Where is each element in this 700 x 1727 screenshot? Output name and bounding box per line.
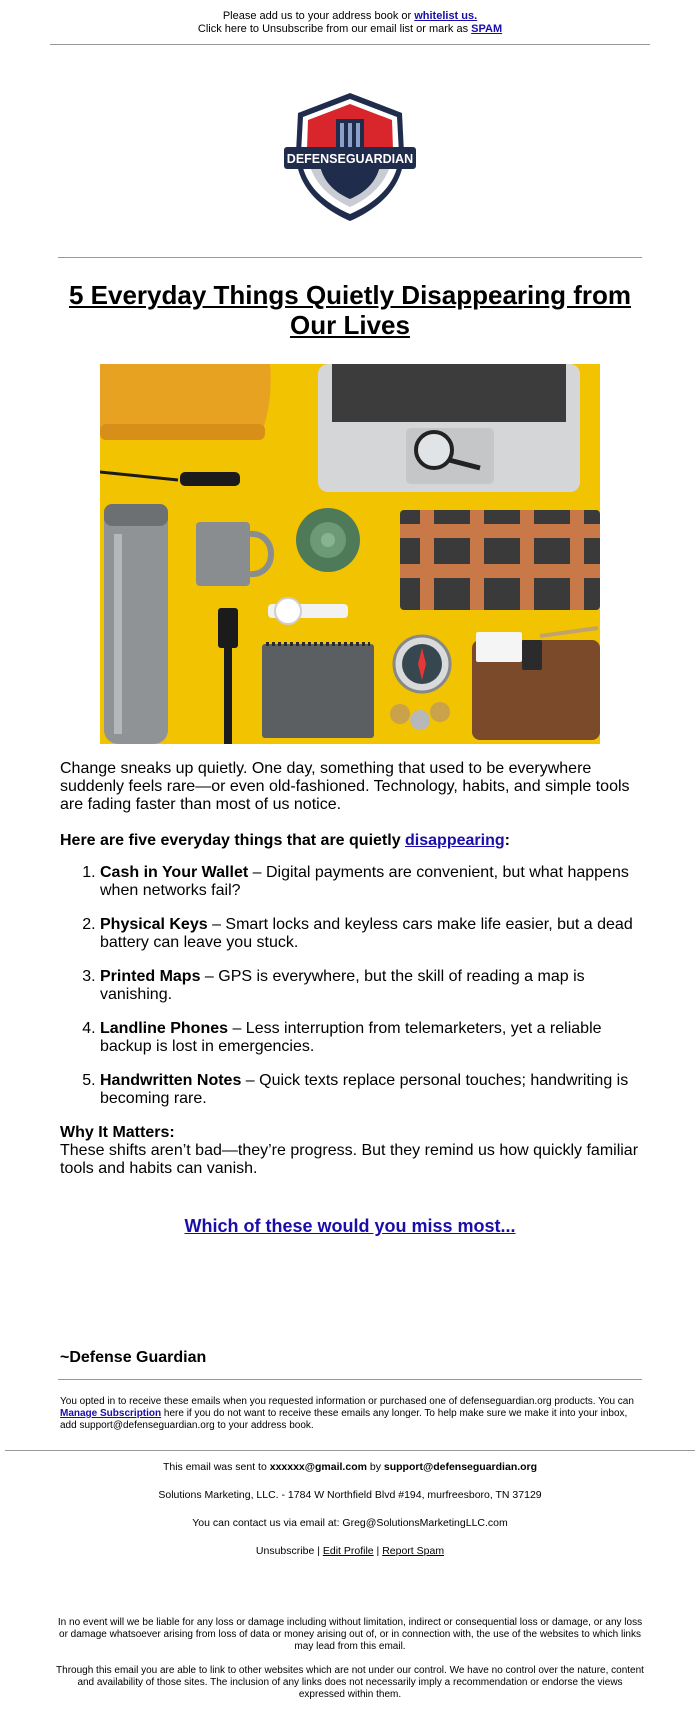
liability-paragraph: In no event will we be liable for any loss or damage including without limitation, indirect or consequential loss or damage, or any loss or damage whatsoever arising from loss of data or money arising out of, or in connection with, the use of the websites to which links may lead from this email. (57, 1617, 643, 1652)
sent-line (0, 1461, 700, 1473)
unsubscribe-text[interactable]: Unsubscribe (255, 1545, 315, 1557)
shield-logo-icon (280, 91, 420, 223)
list-item (100, 864, 640, 900)
why-title: Why It Matters: (60, 1124, 175, 1141)
logo (0, 91, 700, 223)
contact-line: You can contact us via email at: Greg@SolutionsMarketingLLC.com (192, 1517, 508, 1529)
cta[interactable] (0, 1216, 700, 1237)
hero-image[interactable] (100, 364, 600, 744)
divider (58, 1379, 642, 1380)
item-title: Printed Maps (100, 968, 201, 985)
optin-suffix: here if you do not want to receive these emails any longer. To help make sure we make it into your inbox, add support@defenseguardian.org to your address book. (60, 1408, 628, 1431)
item-title: Cash in Your Wallet (100, 864, 249, 881)
edit-profile-link[interactable]: Edit Profile (322, 1545, 374, 1557)
list-item (100, 1020, 640, 1056)
logo-text: DEFENSEGUARDIAN (286, 152, 414, 166)
whitelist-link[interactable]: whitelist us. (414, 10, 478, 22)
whitelist-line (0, 10, 700, 23)
optin-notice (60, 1396, 640, 1432)
item-title: Handwritten Notes (100, 1072, 242, 1089)
unsubscribe-line (0, 23, 700, 36)
separator: | (373, 1545, 383, 1557)
five-intro (60, 832, 640, 850)
item-text: – Less interruption from telemarketers, yet a reliable backup is lost in emergencies. (100, 1020, 602, 1055)
five-intro-suffix: : (504, 832, 510, 849)
whitelist-prefix: Please add us to your address book or (222, 10, 415, 22)
intro-paragraph: Change sneaks up quietly. One day, something that used to be everywhere suddenly feels rare—or even old-fashioned. Technology, habits, and simple tools are fading faster than most of us notice. (60, 760, 630, 813)
signature: ~Defense Guardian (60, 1349, 207, 1366)
manage-subscription-link[interactable]: Manage Subscription (60, 1408, 162, 1419)
external-links-paragraph: Through this email you are able to link to other websites which are not under our control. We have no control over the nature, content and availability of those sites. The inclusion of any links does not necessarily imply a recommendation or endorse the views expressed within them. (56, 1665, 644, 1700)
item-title: Physical Keys (100, 916, 208, 933)
divider (5, 1450, 695, 1451)
why-text: These shifts aren’t bad—they’re progress. But they remind us how quickly familiar tools and habits can vanish. (60, 1142, 639, 1177)
disappearing-link[interactable]: disappearing (405, 832, 505, 849)
items-list (60, 864, 640, 1108)
sent-by: by (366, 1461, 384, 1473)
unsubscribe-prefix: Click here to Unsubscribe from our email list or mark as (197, 23, 472, 35)
headline[interactable] (60, 280, 640, 340)
list-item (100, 968, 640, 1004)
five-intro-prefix: Here are five everyday things that are quietly (60, 832, 406, 849)
spam-link[interactable]: SPAM (471, 23, 503, 35)
footer (0, 1461, 700, 1557)
sent-prefix: This email was sent to (162, 1461, 270, 1473)
optin-prefix: You opted in to receive these emails when you requested information or purchased one of defenseguardian.org products. You can (60, 1396, 634, 1407)
sender-email: support@defenseguardian.org (383, 1461, 538, 1473)
article-body (60, 760, 640, 1178)
legal-notice (55, 1617, 645, 1701)
item-text: – GPS is everywhere, but the skill of reading a map is vanishing. (100, 968, 585, 1003)
separator: | (314, 1545, 323, 1557)
list-item (100, 1072, 640, 1108)
recipient-email: xxxxxx@gmail.com (269, 1461, 367, 1473)
cta-link[interactable]: Which of these would you miss most... (184, 1216, 516, 1236)
item-text: – Digital payments are convenient, but what happens when networks fail? (100, 864, 629, 899)
divider (58, 257, 642, 258)
item-text: – Smart locks and keyless cars make life easier, but a dead battery can leave you stuck. (100, 916, 633, 951)
postal-address: Solutions Marketing, LLC. - 1784 W Northfield Blvd #194, murfreesboro, TN 37129 (158, 1489, 542, 1501)
footer-links (0, 1545, 700, 1557)
list-item (100, 916, 640, 952)
preheader (0, 0, 700, 36)
report-spam-link[interactable]: Report Spam (382, 1545, 445, 1557)
divider (50, 44, 650, 45)
item-text: – Quick texts replace personal touches; handwriting is becoming rare. (100, 1072, 629, 1107)
item-title: Landline Phones (100, 1020, 229, 1037)
headline-link[interactable]: 5 Everyday Things Quietly Disappearing from Our Lives (68, 280, 632, 340)
